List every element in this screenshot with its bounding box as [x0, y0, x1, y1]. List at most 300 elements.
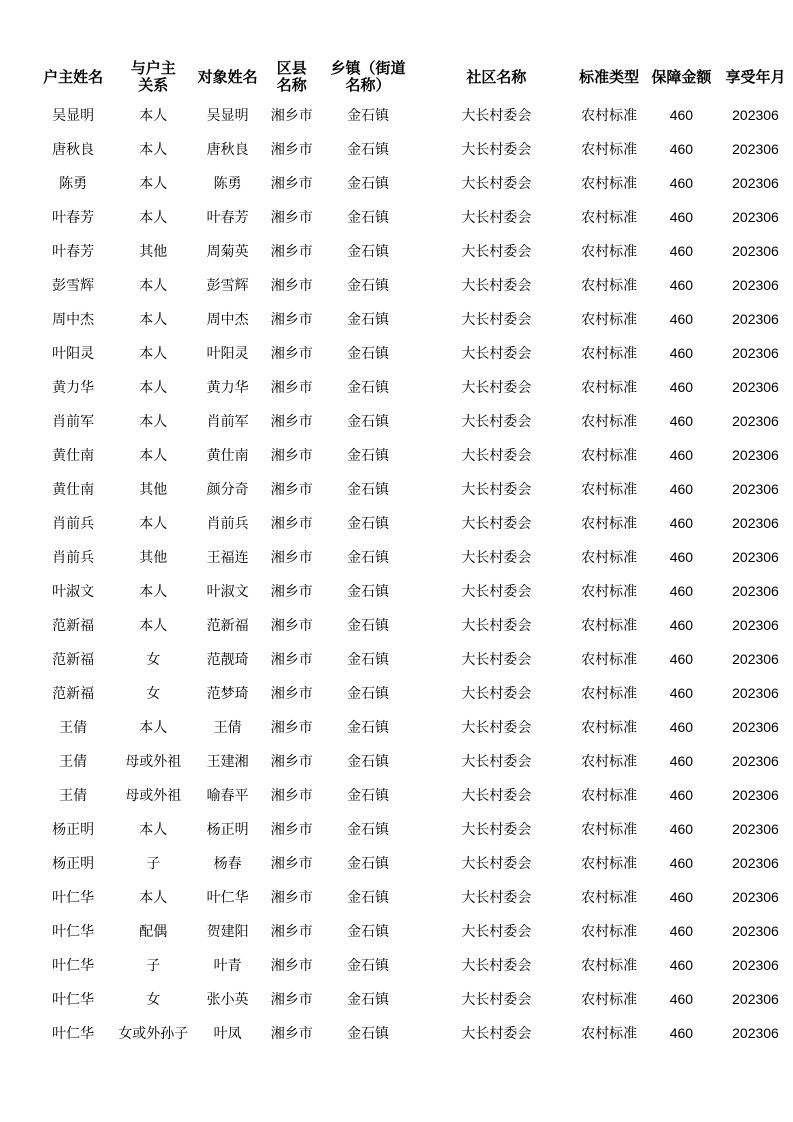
- cell-amount: 460: [669, 379, 694, 395]
- cell-community: 大长村委会: [461, 176, 532, 192]
- cell-standard: 农村标准: [581, 822, 638, 838]
- cell-subject: 叶仁华: [206, 890, 249, 906]
- cell-subject: 周菊英: [206, 244, 249, 260]
- header-relation-line2: 关系: [138, 76, 169, 94]
- cell-town: 金石镇: [347, 720, 390, 736]
- cell-county: 湘乡市: [270, 312, 313, 328]
- cell-amount: 460: [669, 923, 694, 939]
- table-row: [28, 778, 793, 812]
- cell-amount: 460: [669, 651, 694, 667]
- cell-amount: 460: [669, 447, 694, 463]
- cell-county: 湘乡市: [270, 244, 313, 260]
- cell-relation: 本人: [139, 380, 168, 396]
- cell-period: 202306: [732, 685, 779, 701]
- cell-town: 金石镇: [347, 822, 390, 838]
- cell-relation: 本人: [139, 312, 168, 328]
- cell-period: 202306: [732, 821, 779, 837]
- cell-county: 湘乡市: [270, 176, 313, 192]
- cell-amount: 460: [669, 311, 694, 327]
- cell-town: 金石镇: [347, 346, 390, 362]
- cell-county: 湘乡市: [270, 380, 313, 396]
- header-householder: [28, 56, 118, 98]
- cell-relation: 本人: [139, 618, 168, 634]
- cell-community: 大长村委会: [461, 278, 532, 294]
- cell-community: 大长村委会: [461, 108, 532, 124]
- cell-period: 202306: [732, 447, 779, 463]
- cell-relation: 其他: [139, 482, 168, 498]
- cell-subject: 王建湘: [206, 754, 249, 770]
- table-row: [28, 710, 793, 744]
- cell-community: 大长村委会: [461, 414, 532, 430]
- header-county: [267, 56, 317, 98]
- table-row: [28, 676, 793, 710]
- cell-period: 202306: [732, 413, 779, 429]
- cell-amount: 460: [669, 413, 694, 429]
- cell-standard: 农村标准: [581, 924, 638, 940]
- cell-community: 大长村委会: [461, 584, 532, 600]
- cell-town: 金石镇: [347, 584, 390, 600]
- cell-relation: 本人: [139, 346, 168, 362]
- table-row: [28, 472, 793, 506]
- table-row: [28, 540, 793, 574]
- table-row: [28, 642, 793, 676]
- cell-community: 大长村委会: [461, 992, 532, 1008]
- cell-town: 金石镇: [347, 108, 390, 124]
- cell-standard: 农村标准: [581, 788, 638, 804]
- cell-period: 202306: [732, 515, 779, 531]
- cell-period: 202306: [732, 1025, 779, 1041]
- cell-county: 湘乡市: [270, 142, 313, 158]
- cell-town: 金石镇: [347, 1026, 390, 1042]
- cell-county: 湘乡市: [270, 992, 313, 1008]
- cell-householder: 周中杰: [52, 312, 95, 328]
- cell-community: 大长村委会: [461, 890, 532, 906]
- cell-town: 金石镇: [347, 312, 390, 328]
- header-subject-text: 对象姓名: [197, 67, 258, 86]
- cell-town: 金石镇: [347, 176, 390, 192]
- cell-relation: 本人: [139, 890, 168, 906]
- header-standard: [573, 56, 644, 98]
- cell-standard: 农村标准: [581, 278, 638, 294]
- cell-subject: 范新福: [206, 618, 249, 634]
- cell-community: 大长村委会: [461, 482, 532, 498]
- cell-standard: 农村标准: [581, 346, 638, 362]
- cell-town: 金石镇: [347, 142, 390, 158]
- header-relation-line1: 与户主: [130, 59, 176, 77]
- cell-community: 大长村委会: [461, 652, 532, 668]
- cell-standard: 农村标准: [581, 108, 638, 124]
- cell-amount: 460: [669, 991, 694, 1007]
- cell-standard: 农村标准: [581, 584, 638, 600]
- cell-community: 大长村委会: [461, 754, 532, 770]
- header-amount-text: 保障金额: [651, 67, 712, 86]
- cell-period: 202306: [732, 311, 779, 327]
- cell-period: 202306: [732, 787, 779, 803]
- cell-standard: 农村标准: [581, 414, 638, 430]
- cell-relation: 母或外祖: [125, 754, 182, 770]
- cell-community: 大长村委会: [461, 788, 532, 804]
- cell-relation: 配偶: [139, 924, 168, 940]
- cell-subject: 叶青: [213, 958, 242, 974]
- cell-householder: 王倩: [59, 720, 88, 736]
- cell-town: 金石镇: [347, 686, 390, 702]
- cell-town: 金石镇: [347, 652, 390, 668]
- cell-amount: 460: [669, 141, 694, 157]
- cell-town: 金石镇: [347, 380, 390, 396]
- table-row: [28, 574, 793, 608]
- assistance-roster-table: [28, 56, 793, 1050]
- header-householder-text: 户主姓名: [43, 67, 104, 86]
- cell-standard: 农村标准: [581, 482, 638, 498]
- table-row: [28, 166, 793, 200]
- cell-subject: 陈勇: [213, 176, 242, 192]
- table-row: [28, 302, 793, 336]
- cell-community: 大长村委会: [461, 448, 532, 464]
- cell-community: 大长村委会: [461, 856, 532, 872]
- table-row: [28, 1016, 793, 1050]
- cell-relation: 本人: [139, 142, 168, 158]
- cell-standard: 农村标准: [581, 244, 638, 260]
- table-row: [28, 438, 793, 472]
- cell-householder: 范新福: [52, 618, 95, 634]
- cell-county: 湘乡市: [270, 958, 313, 974]
- cell-relation: 本人: [139, 822, 168, 838]
- cell-town: 金石镇: [347, 958, 390, 974]
- table-row: [28, 98, 793, 132]
- cell-subject: 周中杰: [206, 312, 249, 328]
- cell-period: 202306: [732, 991, 779, 1007]
- cell-standard: 农村标准: [581, 176, 638, 192]
- cell-subject: 黄仕南: [206, 448, 249, 464]
- table-row: [28, 336, 793, 370]
- cell-subject: 王倩: [213, 720, 242, 736]
- cell-relation: 本人: [139, 108, 168, 124]
- cell-householder: 陈勇: [59, 176, 88, 192]
- cell-subject: 吴显明: [206, 108, 249, 124]
- table-row: [28, 948, 793, 982]
- cell-subject: 叶春芳: [206, 210, 249, 226]
- table-row: [28, 404, 793, 438]
- cell-subject: 肖前军: [206, 414, 249, 430]
- cell-community: 大长村委会: [461, 312, 532, 328]
- cell-householder: 叶春芳: [52, 244, 95, 260]
- cell-householder: 黄仕南: [52, 482, 95, 498]
- cell-relation: 本人: [139, 448, 168, 464]
- cell-period: 202306: [732, 923, 779, 939]
- cell-community: 大长村委会: [461, 618, 532, 634]
- cell-amount: 460: [669, 617, 694, 633]
- cell-amount: 460: [669, 175, 694, 191]
- cell-householder: 叶仁华: [52, 992, 95, 1008]
- cell-county: 湘乡市: [270, 720, 313, 736]
- cell-county: 湘乡市: [270, 482, 313, 498]
- cell-town: 金石镇: [347, 992, 390, 1008]
- cell-standard: 农村标准: [581, 856, 638, 872]
- cell-relation: 子: [146, 856, 161, 872]
- cell-community: 大长村委会: [461, 380, 532, 396]
- cell-standard: 农村标准: [581, 890, 638, 906]
- cell-town: 金石镇: [347, 924, 390, 940]
- table-row: [28, 982, 793, 1016]
- cell-period: 202306: [732, 141, 779, 157]
- cell-period: 202306: [732, 209, 779, 225]
- table-header: [28, 56, 793, 98]
- table-row: [28, 914, 793, 948]
- cell-community: 大长村委会: [461, 822, 532, 838]
- cell-amount: 460: [669, 243, 694, 259]
- cell-town: 金石镇: [347, 618, 390, 634]
- table-row: [28, 744, 793, 778]
- cell-town: 金石镇: [347, 516, 390, 532]
- cell-town: 金石镇: [347, 482, 390, 498]
- cell-relation: 本人: [139, 584, 168, 600]
- cell-subject: 彭雪辉: [206, 278, 249, 294]
- cell-amount: 460: [669, 107, 694, 123]
- header-county-line1: 区县: [276, 59, 307, 77]
- cell-householder: 叶仁华: [52, 1026, 95, 1042]
- cell-town: 金石镇: [347, 448, 390, 464]
- cell-amount: 460: [669, 549, 694, 565]
- header-county-line2: 名称: [276, 76, 307, 94]
- cell-relation: 其他: [139, 244, 168, 260]
- cell-community: 大长村委会: [461, 1026, 532, 1042]
- cell-standard: 农村标准: [581, 142, 638, 158]
- cell-subject: 黄力华: [206, 380, 249, 396]
- cell-householder: 黄仕南: [52, 448, 95, 464]
- cell-town: 金石镇: [347, 210, 390, 226]
- cell-householder: 杨正明: [52, 822, 95, 838]
- cell-period: 202306: [732, 549, 779, 565]
- cell-relation: 女: [146, 992, 161, 1008]
- cell-standard: 农村标准: [581, 992, 638, 1008]
- table-row: [28, 234, 793, 268]
- cell-period: 202306: [732, 175, 779, 191]
- cell-subject: 唐秋良: [206, 142, 249, 158]
- cell-subject: 范靓琦: [206, 652, 249, 668]
- cell-amount: 460: [669, 481, 694, 497]
- cell-period: 202306: [732, 617, 779, 633]
- cell-town: 金石镇: [347, 890, 390, 906]
- cell-householder: 吴显明: [52, 108, 95, 124]
- cell-period: 202306: [732, 855, 779, 871]
- cell-town: 金石镇: [347, 414, 390, 430]
- cell-community: 大长村委会: [461, 958, 532, 974]
- table-row: [28, 608, 793, 642]
- cell-subject: 贺建阳: [206, 924, 249, 940]
- cell-county: 湘乡市: [270, 686, 313, 702]
- cell-period: 202306: [732, 243, 779, 259]
- cell-standard: 农村标准: [581, 516, 638, 532]
- cell-amount: 460: [669, 345, 694, 361]
- cell-town: 金石镇: [347, 754, 390, 770]
- table-row: [28, 132, 793, 166]
- cell-community: 大长村委会: [461, 346, 532, 362]
- cell-subject: 喻春平: [206, 788, 249, 804]
- header-community-text: 社区名称: [466, 67, 527, 86]
- cell-amount: 460: [669, 753, 694, 769]
- cell-relation: 本人: [139, 176, 168, 192]
- cell-subject: 叶凤: [213, 1026, 242, 1042]
- cell-relation: 子: [146, 958, 161, 974]
- cell-county: 湘乡市: [270, 754, 313, 770]
- cell-period: 202306: [732, 889, 779, 905]
- header-row: [28, 56, 793, 98]
- cell-relation: 本人: [139, 414, 168, 430]
- cell-amount: 460: [669, 1025, 694, 1041]
- cell-amount: 460: [669, 957, 694, 973]
- table-row: [28, 370, 793, 404]
- cell-community: 大长村委会: [461, 244, 532, 260]
- cell-county: 湘乡市: [270, 108, 313, 124]
- cell-town: 金石镇: [347, 856, 390, 872]
- cell-period: 202306: [732, 583, 779, 599]
- cell-amount: 460: [669, 685, 694, 701]
- cell-town: 金石镇: [347, 278, 390, 294]
- cell-householder: 唐秋良: [52, 142, 95, 158]
- cell-county: 湘乡市: [270, 890, 313, 906]
- cell-householder: 王倩: [59, 788, 88, 804]
- cell-period: 202306: [732, 345, 779, 361]
- cell-period: 202306: [732, 379, 779, 395]
- cell-householder: 叶仁华: [52, 924, 95, 940]
- cell-amount: 460: [669, 515, 694, 531]
- cell-relation: 女: [146, 652, 161, 668]
- cell-householder: 叶淑文: [52, 584, 95, 600]
- cell-householder: 叶仁华: [52, 958, 95, 974]
- cell-householder: 肖前兵: [52, 516, 95, 532]
- cell-householder: 叶春芳: [52, 210, 95, 226]
- cell-amount: 460: [669, 209, 694, 225]
- cell-county: 湘乡市: [270, 618, 313, 634]
- cell-town: 金石镇: [347, 788, 390, 804]
- cell-householder: 范新福: [52, 686, 95, 702]
- cell-county: 湘乡市: [270, 516, 313, 532]
- cell-county: 湘乡市: [270, 414, 313, 430]
- cell-amount: 460: [669, 583, 694, 599]
- cell-standard: 农村标准: [581, 448, 638, 464]
- table-row: [28, 506, 793, 540]
- cell-relation: 母或外祖: [125, 788, 182, 804]
- cell-period: 202306: [732, 957, 779, 973]
- cell-community: 大长村委会: [461, 924, 532, 940]
- cell-standard: 农村标准: [581, 686, 638, 702]
- cell-relation: 本人: [139, 516, 168, 532]
- cell-county: 湘乡市: [270, 550, 313, 566]
- cell-householder: 肖前兵: [52, 550, 95, 566]
- table-body: [28, 98, 793, 1050]
- cell-community: 大长村委会: [461, 550, 532, 566]
- cell-standard: 农村标准: [581, 652, 638, 668]
- cell-relation: 其他: [139, 550, 168, 566]
- cell-period: 202306: [732, 481, 779, 497]
- cell-community: 大长村委会: [461, 686, 532, 702]
- header-relation: [118, 56, 188, 98]
- cell-relation: 女或外孙子: [118, 1026, 189, 1042]
- cell-period: 202306: [732, 651, 779, 667]
- cell-standard: 农村标准: [581, 312, 638, 328]
- cell-relation: 本人: [139, 720, 168, 736]
- cell-standard: 农村标准: [581, 210, 638, 226]
- cell-amount: 460: [669, 821, 694, 837]
- cell-householder: 彭雪辉: [52, 278, 95, 294]
- cell-householder: 杨正明: [52, 856, 95, 872]
- cell-subject: 叶淑文: [206, 584, 249, 600]
- cell-standard: 农村标准: [581, 958, 638, 974]
- cell-standard: 农村标准: [581, 618, 638, 634]
- cell-county: 湘乡市: [270, 856, 313, 872]
- cell-subject: 杨正明: [206, 822, 249, 838]
- cell-amount: 460: [669, 889, 694, 905]
- cell-county: 湘乡市: [270, 788, 313, 804]
- cell-community: 大长村委会: [461, 142, 532, 158]
- cell-county: 湘乡市: [270, 278, 313, 294]
- header-town: [317, 56, 420, 98]
- cell-county: 湘乡市: [270, 924, 313, 940]
- cell-period: 202306: [732, 277, 779, 293]
- table-row: [28, 846, 793, 880]
- cell-county: 湘乡市: [270, 652, 313, 668]
- cell-amount: 460: [669, 277, 694, 293]
- cell-town: 金石镇: [347, 550, 390, 566]
- cell-subject: 张小英: [206, 992, 249, 1008]
- cell-period: 202306: [732, 107, 779, 123]
- header-period: [718, 56, 793, 98]
- header-amount: [645, 56, 718, 98]
- cell-relation: 本人: [139, 210, 168, 226]
- cell-relation: 本人: [139, 278, 168, 294]
- cell-community: 大长村委会: [461, 720, 532, 736]
- cell-standard: 农村标准: [581, 550, 638, 566]
- header-standard-text: 标准类型: [579, 67, 640, 86]
- cell-subject: 肖前兵: [206, 516, 249, 532]
- table-row: [28, 200, 793, 234]
- cell-town: 金石镇: [347, 244, 390, 260]
- header-community: [419, 56, 573, 98]
- cell-householder: 范新福: [52, 652, 95, 668]
- cell-period: 202306: [732, 753, 779, 769]
- header-town-line2: 名称）: [345, 76, 391, 94]
- cell-amount: 460: [669, 787, 694, 803]
- cell-community: 大长村委会: [461, 516, 532, 532]
- cell-subject: 颜分奇: [206, 482, 249, 498]
- table-row: [28, 812, 793, 846]
- cell-amount: 460: [669, 719, 694, 735]
- cell-standard: 农村标准: [581, 380, 638, 396]
- cell-standard: 农村标准: [581, 1026, 638, 1042]
- table-row: [28, 268, 793, 302]
- cell-householder: 叶仁华: [52, 890, 95, 906]
- header-period-text: 享受年月: [725, 67, 786, 86]
- cell-householder: 叶阳灵: [52, 346, 95, 362]
- cell-period: 202306: [732, 719, 779, 735]
- cell-county: 湘乡市: [270, 822, 313, 838]
- cell-county: 湘乡市: [270, 1026, 313, 1042]
- cell-subject: 叶阳灵: [206, 346, 249, 362]
- cell-subject: 王福连: [206, 550, 249, 566]
- cell-county: 湘乡市: [270, 584, 313, 600]
- cell-householder: 王倩: [59, 754, 88, 770]
- header-subject: [188, 56, 267, 98]
- cell-community: 大长村委会: [461, 210, 532, 226]
- cell-county: 湘乡市: [270, 448, 313, 464]
- cell-county: 湘乡市: [270, 210, 313, 226]
- cell-subject: 杨春: [213, 856, 242, 872]
- cell-standard: 农村标准: [581, 720, 638, 736]
- header-town-line1: 乡镇（街道: [330, 59, 406, 77]
- cell-county: 湘乡市: [270, 346, 313, 362]
- cell-subject: 范梦琦: [206, 686, 249, 702]
- cell-householder: 肖前军: [52, 414, 95, 430]
